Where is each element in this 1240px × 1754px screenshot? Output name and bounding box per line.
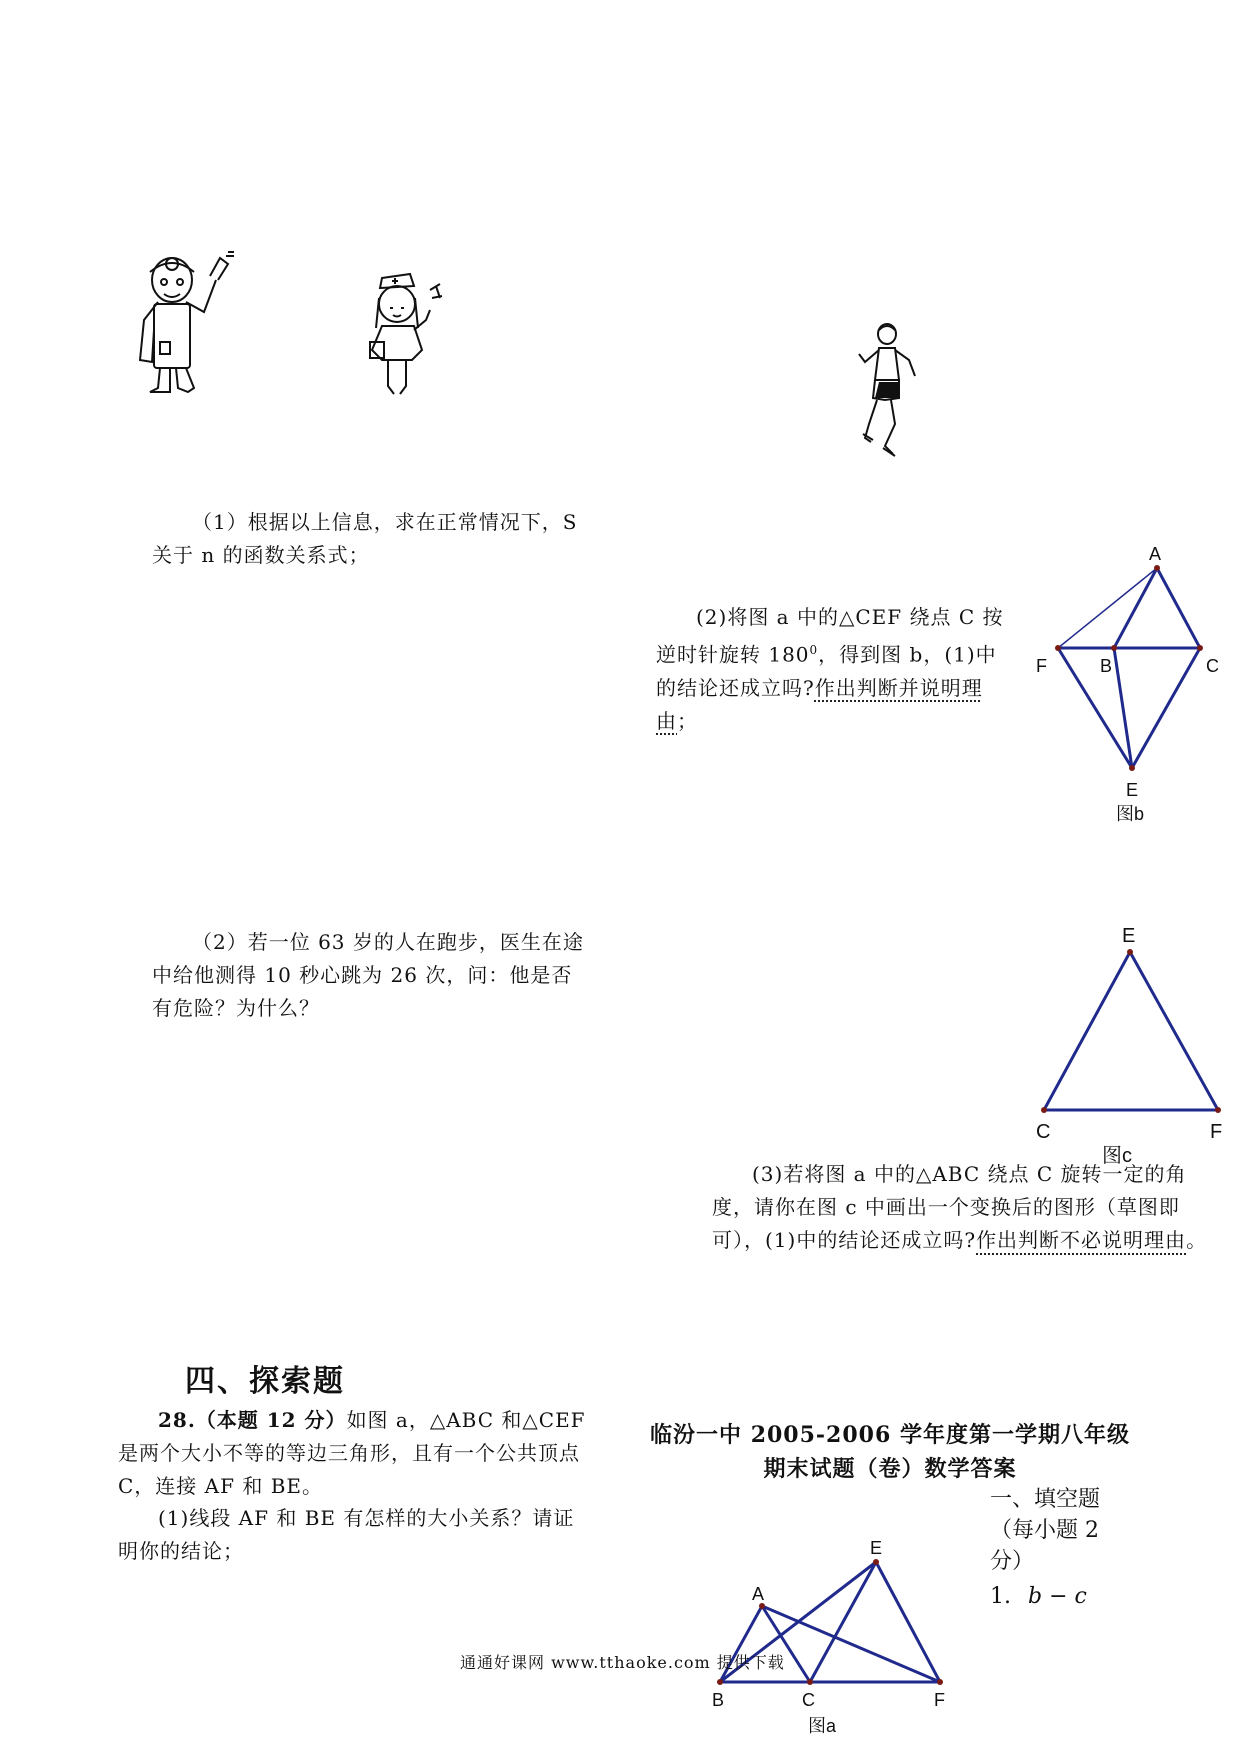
q28-part2-emphasis: 作出判断并说明理由 bbox=[656, 675, 983, 733]
q28-part3-end: 。 bbox=[1186, 1228, 1208, 1252]
fill-head-line2: （每小题 2 bbox=[990, 1518, 1099, 1543]
nurse-illustration bbox=[360, 268, 450, 403]
fig-a-label-b: B bbox=[712, 1690, 725, 1710]
q28-part2-end: ； bbox=[677, 708, 698, 733]
fig-a-label-f: F bbox=[934, 1690, 945, 1710]
answer-title bbox=[640, 1418, 1140, 1486]
fig-b-label-a: A bbox=[1149, 544, 1162, 564]
fig-c-label-c: C bbox=[1036, 1121, 1051, 1143]
answer-item-1-number: 1. bbox=[990, 1584, 1011, 1609]
q1-part1-text: （1）根据以上信息，求在正常情况下，S关于 n 的函数关系式； bbox=[152, 510, 578, 567]
q28-number: 28.（本题 12 分） bbox=[158, 1408, 347, 1432]
figure-c bbox=[1030, 925, 1230, 1170]
q28-part2-before: (2)将图 a 中的△CEF 绕点 C 按逆时针旋转 180 bbox=[656, 605, 1004, 667]
fig-b-label-e: E bbox=[1126, 780, 1139, 800]
figure-b bbox=[1030, 544, 1230, 848]
fill-head-line1: 一、填空题 bbox=[990, 1487, 1101, 1512]
answer-title-line2: 期末试题（卷）数学答案 bbox=[763, 1456, 1017, 1482]
degree-mark: 0 bbox=[809, 643, 819, 657]
answer-item-1 bbox=[990, 1581, 1130, 1612]
q28-part1-text: (1)线段 AF 和 BE 有怎样的大小关系？请证明你的结论； bbox=[118, 1506, 575, 1563]
fig-a-label-a: A bbox=[752, 1584, 765, 1604]
section4-heading: 四、探索题 bbox=[185, 1364, 345, 1399]
footer-source: 通通好课网 www.tthaoke.com 提供下载 bbox=[460, 1653, 785, 1672]
fig-b-label-c: C bbox=[1206, 656, 1219, 676]
q28-part3-emphasis: 作出判断不必说明理由 bbox=[976, 1228, 1187, 1252]
fig-b-label-b: B bbox=[1100, 656, 1113, 676]
fig-b-caption: 图b bbox=[1116, 804, 1145, 824]
answer-title-line1: 临汾一中 2005-2006 学年度第一学期八年级 bbox=[650, 1422, 1130, 1448]
q1-part2-text: （2）若一位 63 岁的人在跑步，医生在途中给他测得 10 秒心跳为 26 次，问：他是否有危险？为什么？ bbox=[152, 930, 584, 1020]
fig-c-label-f: F bbox=[1210, 1121, 1223, 1143]
q28-part2-text bbox=[656, 601, 1012, 738]
q28-part2-after: ，得到图 b，(1)中的结论还成立吗? bbox=[656, 642, 997, 700]
figure-a bbox=[700, 1524, 960, 1754]
q28-statement: 如图 a，△ABC 和△CEF 是两个大小不等的等边三角形，且有一个公共顶点 C，连接 AF 和 BE。 bbox=[118, 1408, 586, 1498]
fill-blank-heading bbox=[990, 1484, 1130, 1612]
q28-intro bbox=[118, 1404, 588, 1503]
answer-item-1-value: b − c bbox=[1028, 1584, 1087, 1609]
doctor-illustration bbox=[130, 250, 240, 400]
fig-a-label-c: C bbox=[802, 1690, 815, 1710]
q28-part3-text bbox=[712, 1158, 1218, 1257]
fig-c-label-e: E bbox=[1122, 925, 1136, 947]
fig-b-label-f: F bbox=[1036, 656, 1047, 676]
runner-illustration bbox=[855, 320, 925, 470]
fill-head-line3: 分） bbox=[990, 1549, 1035, 1574]
fig-a-caption: 图a bbox=[808, 1716, 837, 1736]
fig-c-caption: 图c bbox=[1102, 1145, 1132, 1167]
q28-part3-plain: (3)若将图 a 中的△ABC 绕点 C 旋转一定的角度，请你在图 c 中画出一个变换后的图形（草图即可），(1)中的结论还成立吗? bbox=[712, 1162, 1187, 1252]
fig-a-label-e: E bbox=[870, 1538, 883, 1558]
